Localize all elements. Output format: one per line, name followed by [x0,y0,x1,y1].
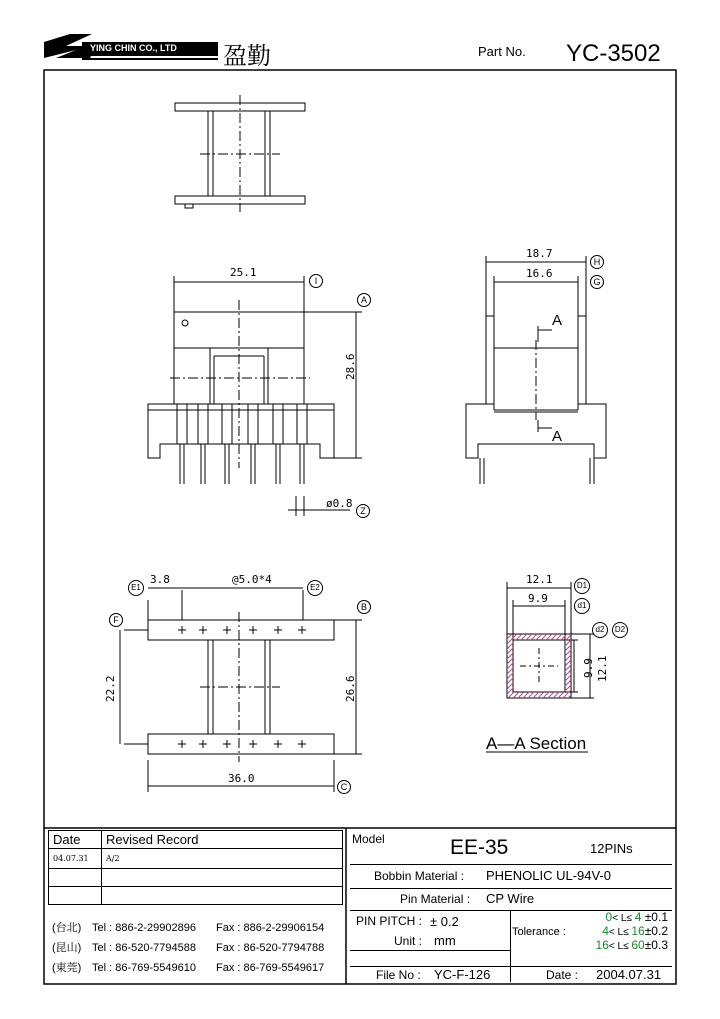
tol-range-a: 0 [605,910,613,924]
tol-range-b: 16 [631,924,645,938]
unit-label: Unit : [394,934,423,948]
dim-height-28-6: 28.6 [344,353,357,380]
contact-fax: Fax : 86-769-5549617 [216,962,325,974]
marker-I: I [309,274,323,288]
marker-F: F [109,613,123,627]
revision-row-record [102,887,343,905]
contact-row [52,938,324,958]
model-label: Model [352,832,385,846]
revision-row-record [102,869,343,887]
tol-sep: < L≤ [608,927,632,938]
dim-12-1-vertical: 12.1 [596,655,609,682]
pin-pitch-label: PIN PITCH : [356,914,423,928]
file-no: YC-F-126 [434,967,491,982]
marker-Z: Z [356,504,370,518]
pin-material: CP Wire [486,891,535,906]
hatch-line [448,634,512,698]
tol-range-a: 4 [602,924,609,938]
section-title: A—A Section [486,734,587,753]
tolerance-row [568,911,668,925]
dim-pin-dia: ø0.8 [326,497,353,510]
tolerance-label: Tolerance : [512,926,566,938]
spec-block [350,830,674,982]
tol-sep: < L≤ [612,913,635,924]
hatch-line [473,634,537,698]
pin-hole [249,740,257,748]
marker-C: C [337,780,351,794]
unit-value: mm [434,933,456,948]
hatch-line [523,634,587,698]
hatch-line [463,634,527,698]
marker-D1: D1 [574,578,590,594]
pin-hole [249,626,257,634]
tolerance-row [568,939,668,953]
contact-row [52,958,324,978]
marker-A: A [357,293,371,307]
dim-26-6: 26.6 [344,675,357,702]
marker-D2: D2 [612,622,628,638]
tol-value: ±0.1 [644,910,668,924]
tol-value: ±0.3 [644,938,668,952]
section-arrow-top: A [552,312,563,329]
pin-hole [223,740,231,748]
dim-width-25-1: 25.1 [230,266,257,279]
marker-d2: d2 [592,622,608,638]
hatch-line [443,634,507,698]
contact-list [52,918,324,978]
file-no-label: File No : [376,968,421,982]
pin-hole [298,740,306,748]
tol-range-b: 60 [631,938,645,952]
dim-9-9: 9.9 [528,592,548,605]
date-label: Date : [546,968,579,982]
dim-16-6: 16.6 [526,267,553,280]
tolerance-row [568,925,668,939]
revision-row-date [49,869,102,887]
dim-36-0: 36.0 [228,772,255,785]
marker-E2: E2 [307,580,323,596]
contact-region: (東莞) [52,962,82,974]
company-chinese-name: 盈勤 [223,42,271,70]
part-no: YC-3502 [566,40,661,67]
dim-22-2: 22.2 [104,675,117,702]
marker-d1: d1 [574,598,590,614]
pin-count: 12PINs [590,841,633,856]
revision-date-header: Date [49,831,102,849]
contact-region: (台北) [52,922,82,934]
tol-sep: < L≤ [608,941,632,952]
pin-hole [223,626,231,634]
tolerance-table [568,911,668,953]
company-banner: YING CHIN CO., LTD [90,43,177,53]
bobbin-material-label: Bobbin Material : [374,869,465,883]
revision-row-record: A/2 [102,849,343,869]
pin-hole [178,740,186,748]
model-value: EE-35 [450,836,509,859]
dim-12-1: 12.1 [526,573,553,586]
revision-row-date [49,887,102,905]
tol-range-a: 16 [595,938,609,952]
dim-18-7: 18.7 [526,247,553,260]
contact-region: (昆山) [52,942,82,954]
revision-row-date: 04.07.31 [49,849,102,869]
pin-material-label: Pin Material : [400,892,471,906]
contact-fax: Fax : 886-2-29906154 [216,922,325,934]
tol-value: ±0.2 [644,924,668,938]
date-value: 2004.07.31 [596,967,662,982]
bobbin-material: PHENOLIC UL-94V-0 [486,868,611,883]
contact-tel: Tel : 86-769-5549610 [92,962,196,974]
part-no-label: Part No. [478,44,526,59]
revision-table [48,830,343,905]
marker-H: H [590,255,604,269]
pin-hole [298,626,306,634]
pin-hole [178,626,186,634]
pin-hole [274,740,282,748]
contact-fax: Fax : 86-520-7794788 [216,942,325,954]
dim-3-8: 3.8 [150,573,170,586]
tol-range-b: 4 [634,910,642,924]
section-arrow-bottom: A [552,428,563,445]
marker-E1: E1 [128,580,144,596]
dim-9-9-vertical: 9.9 [582,658,595,678]
pin-hole [199,740,207,748]
contact-tel: Tel : 886-2-29902896 [92,922,196,934]
marker-B: B [357,600,371,614]
pin-hole [199,626,207,634]
revision-record-header: Revised Record [102,831,343,849]
hatch-line [478,634,542,698]
hatch-line [563,634,627,698]
marker-G: G [590,275,604,289]
contact-tel: Tel : 86-520-7794588 [92,942,196,954]
dim-pitch: @5.0*4 [232,573,272,586]
contact-row [52,918,324,938]
pin-hole [274,626,282,634]
pin-pitch: ± 0.2 [430,914,459,929]
